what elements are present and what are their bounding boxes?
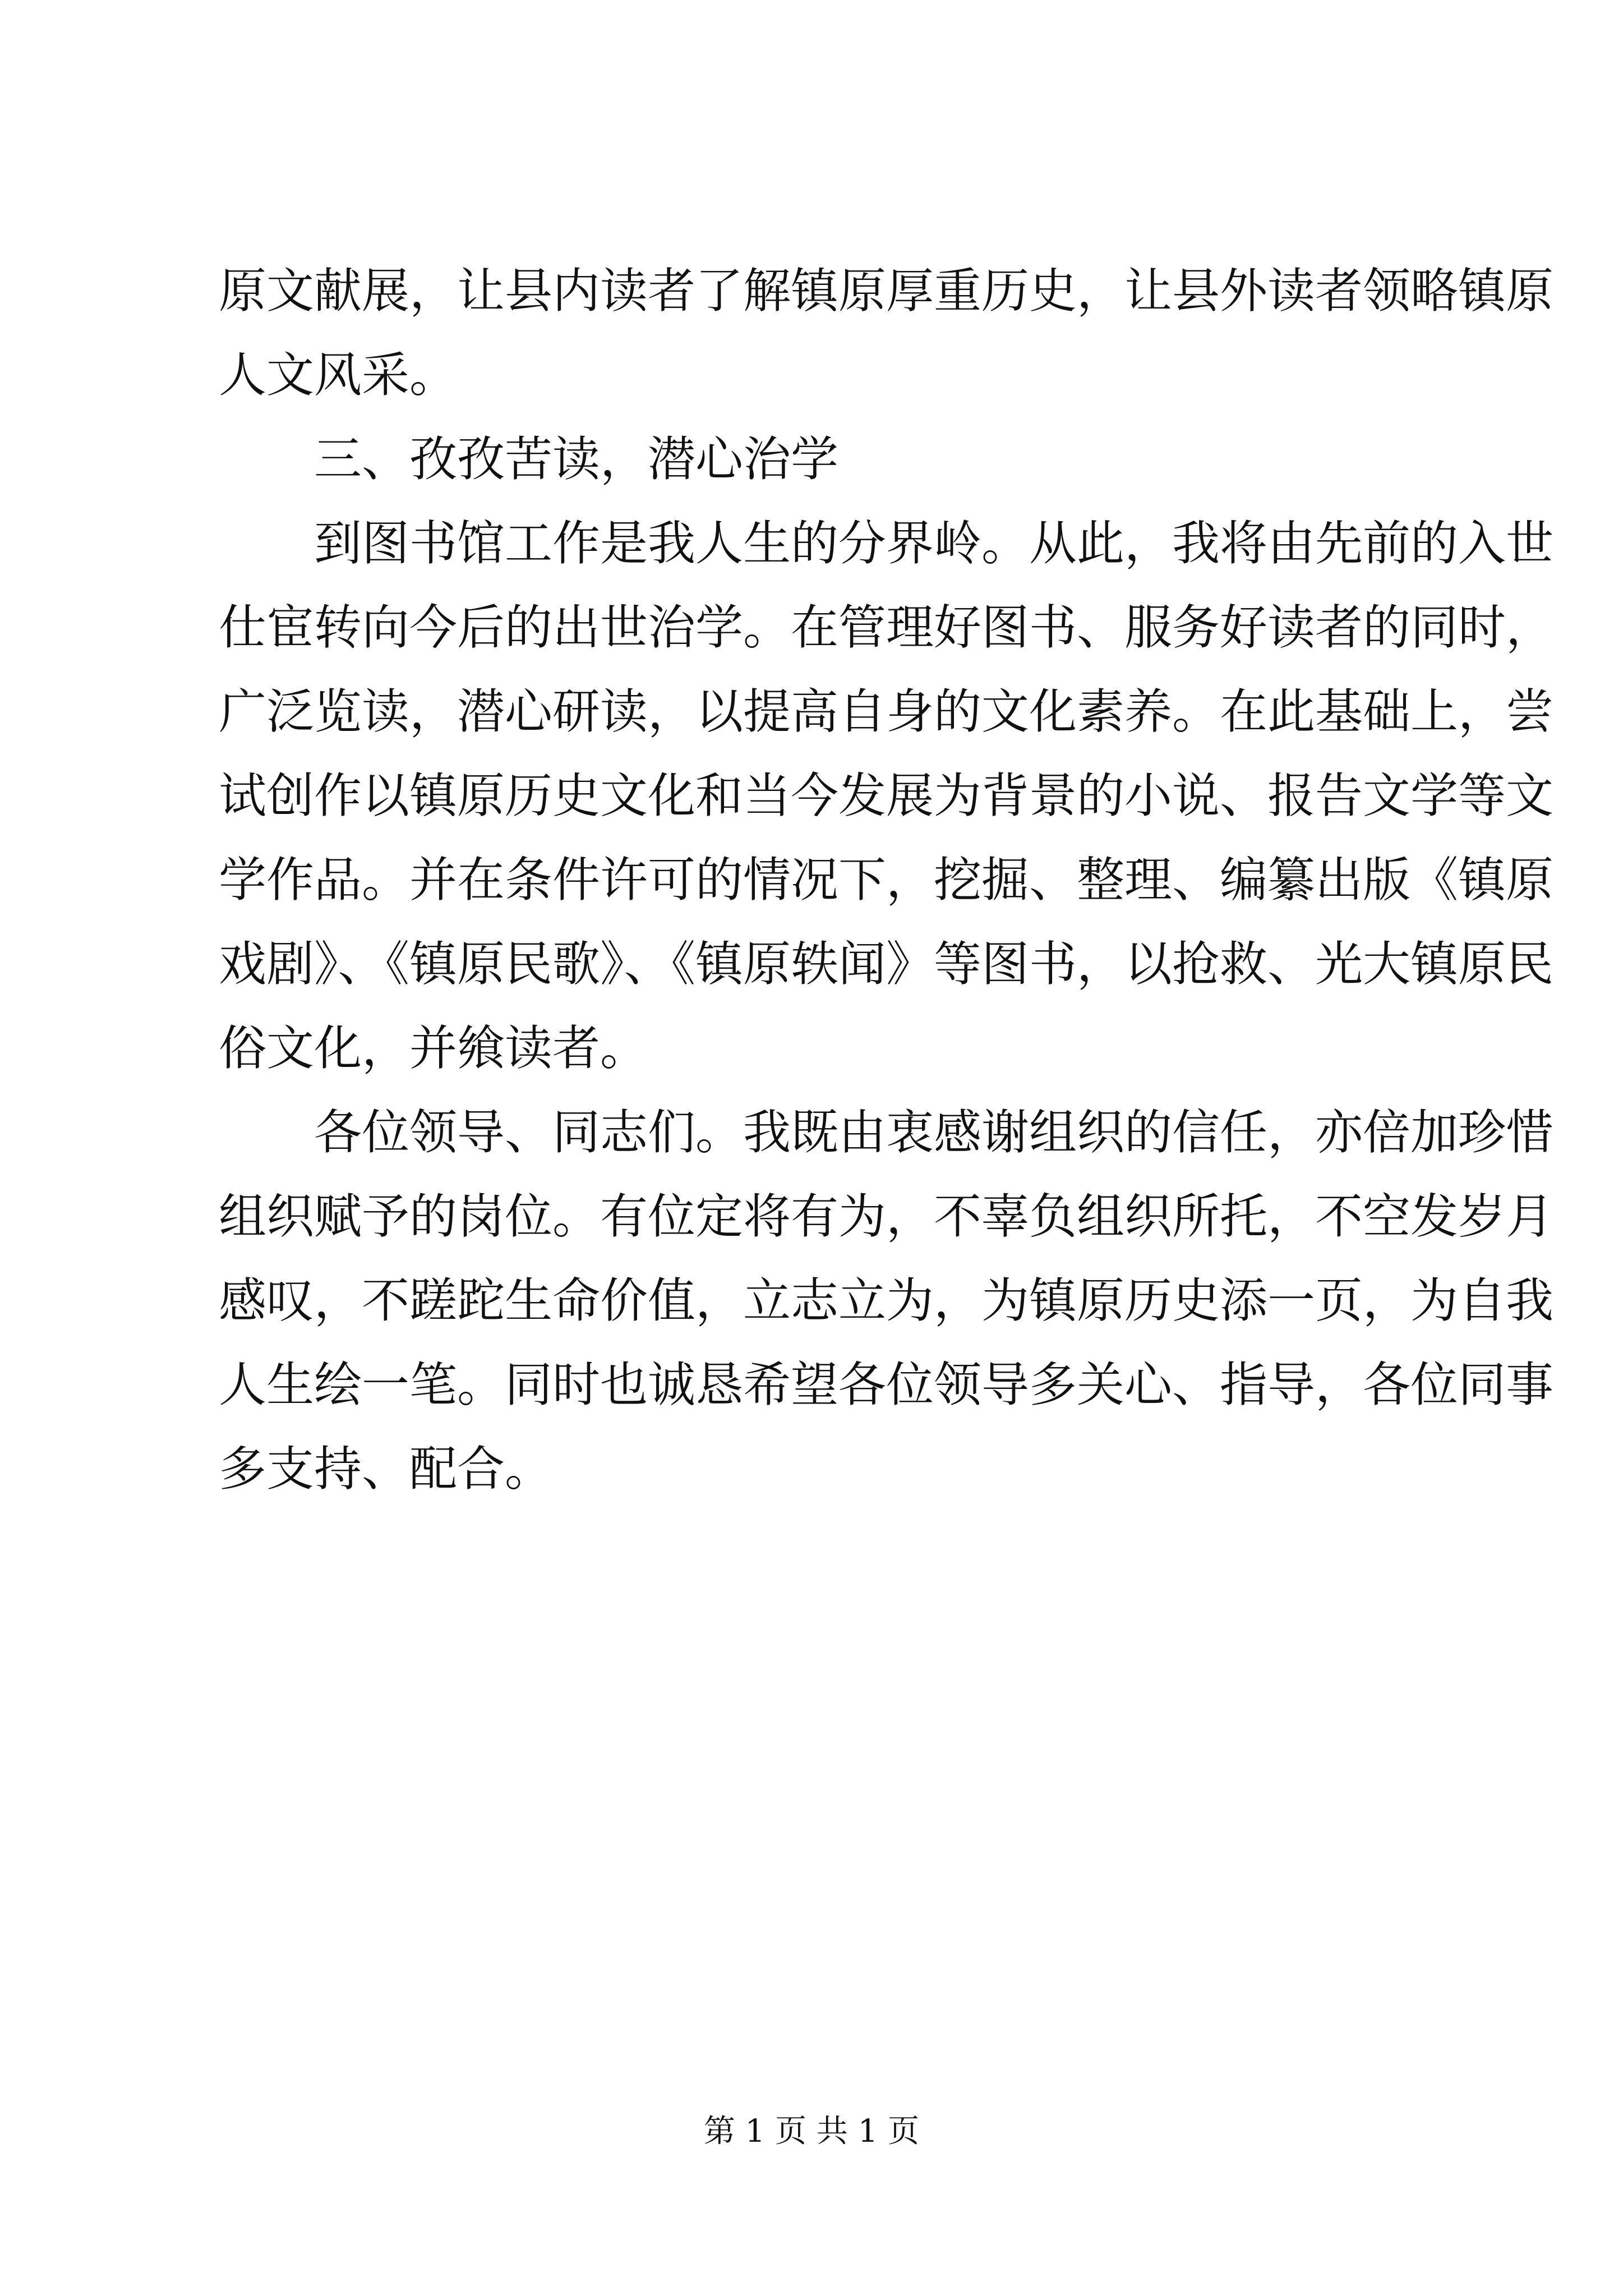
text-line: 俗文化，并飨读者。 [219,1021,648,1076]
text-line: 到图书馆工作是我人生的分界岭。从此，我将由先前的入世 [314,516,1554,572]
text-line: 组织赋予的岗位。有位定将有为，不辜负组织所托，不空发岁月 [219,1189,1554,1245]
text-line: 戏剧》、《镇原民歌》、《镇原轶闻》等图书，以抢救、光大镇原民 [219,937,1554,992]
section-heading: 三、孜孜苦读，潜心治学 [314,432,839,487]
text-line: 各位领导、同志们。我既由衷感谢组织的信任，亦倍加珍惜 [314,1105,1554,1161]
document-body [219,250,1554,1512]
text-line: 原文献展，让县内读者了解镇原厚重历史，让县外读者领略镇原 [219,264,1554,319]
page-footer [0,2109,1623,2154]
page-number: 第 1 页 共 1 页 [703,2113,920,2150]
text-line: 人文风采。 [219,348,458,403]
text-line: 感叹，不蹉跎生命价值，立志立为，为镇原历史添一页，为自我 [219,1273,1554,1329]
text-line: 人生绘一笔。同时也诚恳希望各位领导多关心、指导，各位同事 [219,1358,1554,1413]
text-line: 广泛览读，潜心研读，以提高自身的文化素养。在此基础上，尝 [219,684,1554,740]
text-line: 仕宦转向今后的出世治学。在管理好图书、服务好读者的同时， [219,600,1554,656]
text-line: 学作品。并在条件许可的情况下，挖掘、整理、编纂出版《镇原 [219,853,1554,908]
text-line: 多支持、配合。 [219,1442,553,1497]
text-line: 试创作以镇原历史文化和当今发展为背景的小说、报告文学等文 [219,769,1554,824]
